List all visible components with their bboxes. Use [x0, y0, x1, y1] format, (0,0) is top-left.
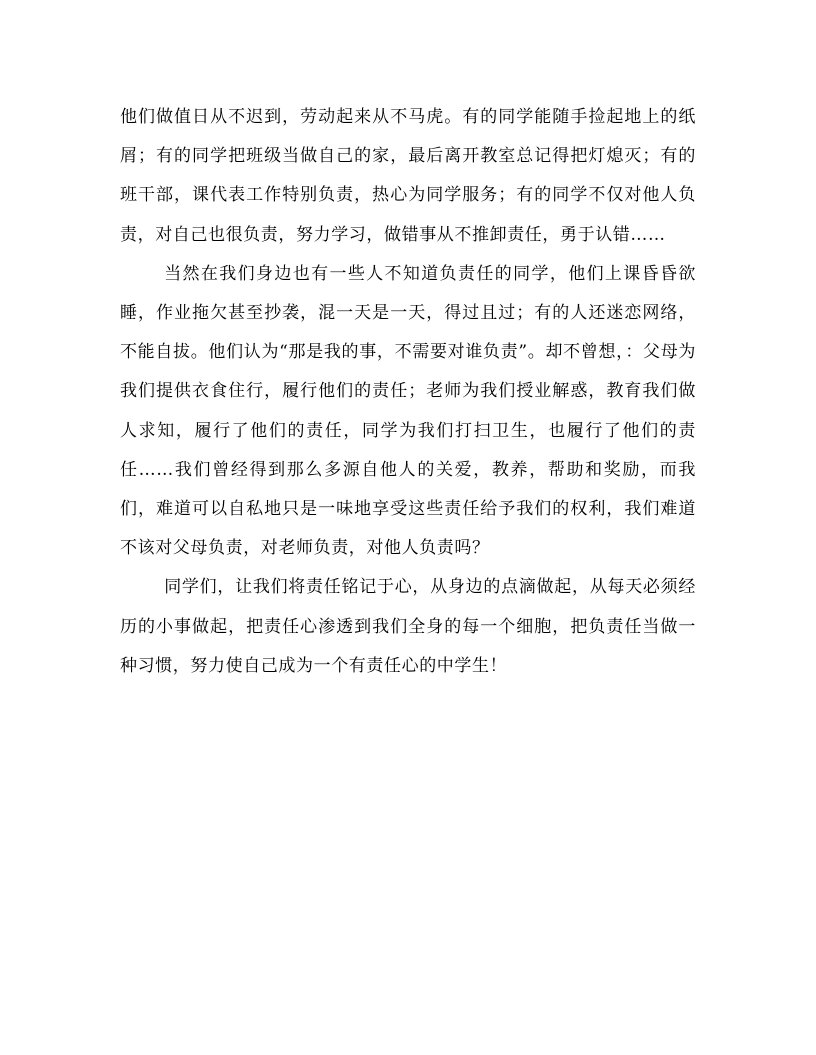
paragraph-1: 他们做值日从不迟到，劳动起来从不马虎。有的同学能随手捡起地上的纸屑；有的同学把班级当做自己的家，最后离开教室总记得把灯熄灭；有的班干部，课代表工作特别负责，热心为同学服务；有的同学不仅对他人负责，对自己也很负责，努力学习，做错事从不推卸责任，勇于认错……: [120, 107, 696, 245]
document-body: [120, 98, 696, 686]
paragraph-3: 同学们，让我们将责任铭记于心，从身边的点滴做起，从每天必须经历的小事做起，把责任心渗透到我们全身的每一个细胞，把负责任当做一种习惯，努力使自己成为一个有责任心的中学生！: [120, 577, 696, 676]
paragraph-2: 当然在我们身边也有一些人不知道负责任的同学，他们上课昏昏欲睡，作业拖欠甚至抄袭，混一天是一天，得过且过；有的人还迷恋网络，不能自拔。他们认为“那是我的事，不需要对谁负责”。却不曾想，：父母为我们提供衣食住行，履行他们的责任；老师为我们授业解惑，教育我们做人求知，履行了他们的责任，同学为我们打扫卫生，也履行了他们的责任……我们曾经得到那么多源自他人的关爱，教养，帮助和奖励，而我们，难道可以自私地只是一味地享受这些责任给予我们的权利，我们难道不该对父母负责，对老师负责，对他人负责吗？: [120, 263, 696, 559]
